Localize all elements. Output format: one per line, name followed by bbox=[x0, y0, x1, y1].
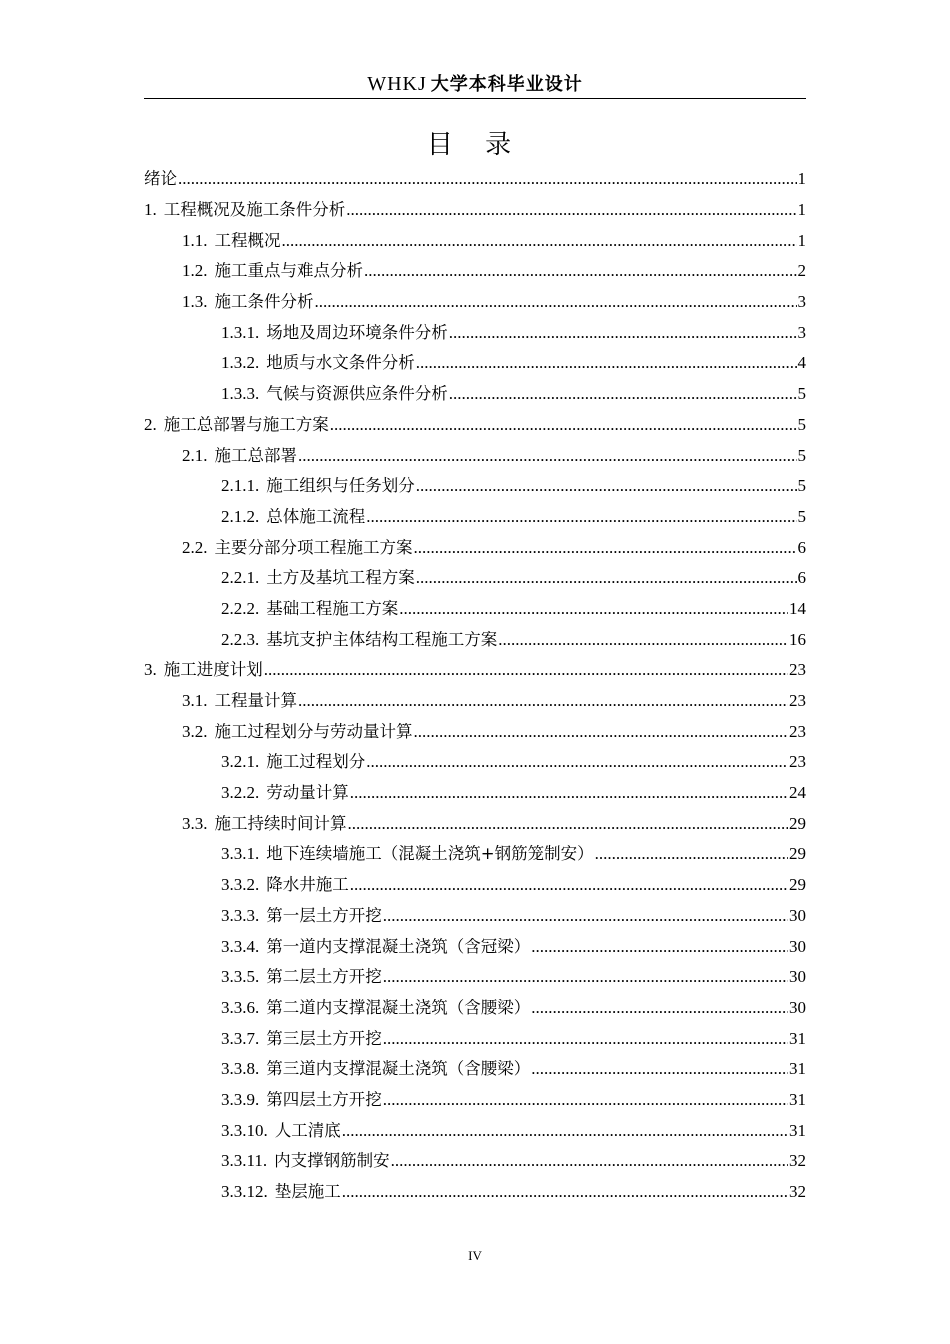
toc-dot-leader bbox=[531, 997, 788, 1019]
toc-dot-leader bbox=[449, 383, 797, 405]
toc-entry-number: 1.3.3. bbox=[221, 384, 260, 404]
toc-entry-page: 30 bbox=[789, 905, 806, 925]
toc-entry[interactable] bbox=[144, 839, 806, 870]
toc-entry-title: 地下连续墙施工（混凝土浇筑+钢筋笼制安） bbox=[266, 844, 594, 864]
toc-entry-number: 1.2. bbox=[182, 261, 208, 281]
toc-entry-number: 2.2.2. bbox=[221, 598, 260, 618]
toc-entry-number: 3.3.11. bbox=[221, 1151, 268, 1171]
toc-dot-leader bbox=[531, 1058, 788, 1080]
toc-entry-number: 3. bbox=[144, 660, 157, 680]
toc-entry-number: 1.3.2. bbox=[221, 353, 260, 373]
toc-entry-page: 1 bbox=[797, 200, 806, 220]
toc-entry-title: 施工重点与难点分析 bbox=[214, 261, 363, 281]
toc-entry-page: 23 bbox=[789, 660, 806, 680]
toc-entry[interactable] bbox=[144, 901, 806, 932]
toc-entry-page: 31 bbox=[789, 1120, 806, 1140]
toc-dot-leader bbox=[391, 1150, 788, 1172]
toc-entry-number: 2.1.1. bbox=[221, 476, 260, 496]
toc-entry-number: 3.3.6. bbox=[221, 997, 260, 1017]
toc-entry[interactable] bbox=[144, 440, 806, 471]
toc-entry-title: 垫层施工 bbox=[274, 1182, 341, 1202]
toc-entry[interactable] bbox=[144, 716, 806, 747]
toc-entry-title: 施工过程划分 bbox=[266, 752, 366, 772]
toc-entry[interactable] bbox=[144, 931, 806, 962]
toc-entry-title: 场地及周边环境条件分析 bbox=[266, 322, 448, 342]
toc-entry-title: 第一道内支撑混凝土浇筑（含冠梁） bbox=[266, 936, 531, 956]
toc-entry-number: 2.1. bbox=[182, 445, 208, 465]
toc-entry-title: 第二道内支撑混凝土浇筑（含腰梁） bbox=[266, 997, 531, 1017]
toc-dot-leader bbox=[449, 322, 797, 344]
toc-entry-page: 29 bbox=[789, 844, 806, 864]
toc-entry[interactable] bbox=[144, 379, 806, 410]
toc-dot-leader bbox=[414, 721, 789, 743]
toc-entry-title: 第三层土方开挖 bbox=[266, 1028, 382, 1048]
header-text: 大学本科毕业设计 bbox=[430, 74, 583, 95]
toc-entry-page: 4 bbox=[797, 353, 806, 373]
toc-entry-page: 32 bbox=[789, 1151, 806, 1171]
toc-entry-page: 23 bbox=[789, 752, 806, 772]
toc-entry[interactable] bbox=[144, 287, 806, 318]
toc-entry-number: 2.1.2. bbox=[221, 506, 260, 526]
toc-entry-page: 30 bbox=[789, 967, 806, 987]
toc-entry-title: 第三道内支撑混凝土浇筑（含腰梁） bbox=[266, 1059, 531, 1079]
toc-entry[interactable] bbox=[144, 1115, 806, 1146]
toc-entry-number: 2.2.3. bbox=[221, 629, 260, 649]
toc-dot-leader bbox=[298, 690, 788, 712]
toc-entry-page: 3 bbox=[797, 292, 806, 312]
toc-entry-page: 1 bbox=[797, 230, 806, 250]
toc-entry-number: 3.3.7. bbox=[221, 1028, 260, 1048]
toc-entry-number: 3.1. bbox=[182, 691, 208, 711]
toc-entry[interactable] bbox=[144, 195, 806, 226]
toc-entry-title: 施工持续时间计算 bbox=[214, 813, 347, 833]
toc-entry-title: 劳动量计算 bbox=[266, 783, 349, 803]
toc-entry-title: 主要分部分项工程施工方案 bbox=[214, 537, 413, 557]
toc-entry-title: 施工总部署 bbox=[214, 445, 297, 465]
toc-dot-leader bbox=[399, 598, 788, 620]
toc-dot-leader bbox=[366, 506, 796, 528]
toc-entry-title: 施工总部署与施工方案 bbox=[163, 414, 329, 434]
toc-entry-number: 3.3.4. bbox=[221, 936, 260, 956]
toc-entry[interactable] bbox=[144, 256, 806, 287]
toc-entry-number: 2.2.1. bbox=[221, 568, 260, 588]
toc-entry-page: 5 bbox=[797, 445, 806, 465]
toc-dot-leader bbox=[298, 445, 797, 467]
toc-entry-number: 3.3.1. bbox=[221, 844, 260, 864]
toc-entry-title: 施工条件分析 bbox=[214, 292, 314, 312]
toc-entry-title: 降水井施工 bbox=[266, 875, 349, 895]
toc-entry[interactable] bbox=[144, 410, 806, 441]
toc-dot-leader bbox=[531, 936, 788, 958]
toc-dot-leader bbox=[264, 659, 788, 681]
toc-entry-number: 3.3. bbox=[182, 813, 208, 833]
toc-dot-leader bbox=[342, 1181, 788, 1203]
toc-dot-leader bbox=[383, 905, 788, 927]
toc-dot-leader bbox=[383, 1028, 788, 1050]
toc-entry[interactable] bbox=[144, 1177, 806, 1208]
toc-entry-number: 1. bbox=[144, 200, 157, 220]
toc-entry[interactable] bbox=[144, 808, 806, 839]
toc-entry-number: 1.3.1. bbox=[221, 322, 260, 342]
toc-entry-number: 3.3.9. bbox=[221, 1089, 260, 1109]
toc-dot-leader bbox=[498, 629, 788, 651]
toc-entry-title: 地质与水文条件分析 bbox=[266, 353, 415, 373]
toc-entry-number: 1.3. bbox=[182, 292, 208, 312]
toc-entry-number: 3.3.8. bbox=[221, 1059, 260, 1079]
toc-entry-page: 5 bbox=[797, 506, 806, 526]
toc-entry[interactable] bbox=[144, 870, 806, 901]
toc-entry[interactable] bbox=[144, 225, 806, 256]
toc-entry-page: 5 bbox=[797, 476, 806, 496]
toc-entry-page: 1 bbox=[797, 169, 806, 189]
toc-entry[interactable] bbox=[144, 747, 806, 778]
toc-entry-title: 基坑支护主体结构工程施工方案 bbox=[266, 629, 498, 649]
toc-entry-title: 土方及基坑工程方案 bbox=[266, 568, 415, 588]
toc-entry-page: 23 bbox=[789, 721, 806, 741]
toc-entry[interactable] bbox=[144, 563, 806, 594]
toc-entry-number: 3.2.2. bbox=[221, 783, 260, 803]
toc-entry-title: 施工进度计划 bbox=[163, 660, 263, 680]
toc-entry[interactable] bbox=[144, 348, 806, 379]
toc-entry-title: 第四层土方开挖 bbox=[266, 1089, 382, 1109]
toc-entry-page: 31 bbox=[789, 1089, 806, 1109]
toc-entry-number: 3.2.1. bbox=[221, 752, 260, 772]
toc-dot-leader bbox=[366, 751, 788, 773]
toc-dot-leader bbox=[178, 168, 797, 190]
toc-entry[interactable] bbox=[144, 993, 806, 1024]
toc-dot-leader bbox=[595, 843, 788, 865]
toc-entry-page: 23 bbox=[789, 691, 806, 711]
toc-entry[interactable] bbox=[144, 471, 806, 502]
toc-entry-title: 总体施工流程 bbox=[266, 506, 366, 526]
toc-entry-page: 24 bbox=[789, 783, 806, 803]
toc-dot-leader bbox=[383, 966, 788, 988]
toc-dot-leader bbox=[416, 567, 797, 589]
toc-entry[interactable] bbox=[144, 317, 806, 348]
toc-entry-number: 3.3.5. bbox=[221, 967, 260, 987]
toc-entry-number: 2. bbox=[144, 414, 157, 434]
toc-dot-leader bbox=[350, 782, 788, 804]
toc-dot-leader bbox=[383, 1089, 788, 1111]
toc-entry-title: 基础工程施工方案 bbox=[266, 598, 399, 618]
toc-entry-page: 31 bbox=[789, 1059, 806, 1079]
toc-entry-page: 31 bbox=[789, 1028, 806, 1048]
toc-entry-title: 人工清底 bbox=[274, 1120, 341, 1140]
toc-entry-page: 30 bbox=[789, 997, 806, 1017]
toc-entry[interactable] bbox=[144, 778, 806, 809]
toc-entry[interactable] bbox=[144, 1023, 806, 1054]
toc-entry[interactable] bbox=[144, 502, 806, 533]
toc-entry-page: 30 bbox=[789, 936, 806, 956]
toc-entry-page: 29 bbox=[789, 875, 806, 895]
toc-entry-title: 第二层土方开挖 bbox=[266, 967, 382, 987]
toc-dot-leader bbox=[348, 813, 789, 835]
toc-entry-title: 施工组织与任务划分 bbox=[266, 476, 415, 496]
toc-dot-leader bbox=[330, 414, 797, 436]
toc-entry[interactable] bbox=[144, 532, 806, 563]
toc-entry-title: 内支撑钢筋制安 bbox=[274, 1151, 390, 1171]
toc-entry-title: 工程量计算 bbox=[214, 691, 297, 711]
toc-entry-title: 工程概况 bbox=[214, 230, 281, 250]
toc-dot-leader bbox=[416, 475, 797, 497]
toc-entry-title: 工程概况及施工条件分析 bbox=[163, 200, 346, 220]
toc-dot-leader bbox=[346, 199, 796, 221]
toc-entry-number: 3.3.10. bbox=[221, 1120, 268, 1140]
toc-dot-leader bbox=[315, 291, 797, 313]
toc-entry[interactable] bbox=[144, 686, 806, 717]
toc-entry-title: 气候与资源供应条件分析 bbox=[266, 384, 448, 404]
toc-dot-leader bbox=[342, 1120, 788, 1142]
toc-dot-leader bbox=[364, 260, 797, 282]
toc-entry-page: 32 bbox=[789, 1182, 806, 1202]
toc-entry-page: 6 bbox=[797, 537, 806, 557]
toc-entry[interactable] bbox=[144, 594, 806, 625]
toc-title: 目 录 bbox=[426, 130, 524, 160]
toc-entry[interactable] bbox=[144, 164, 806, 195]
toc-entry-number: 3.3.3. bbox=[221, 905, 260, 925]
table-of-contents bbox=[144, 164, 806, 1207]
toc-entry[interactable] bbox=[144, 962, 806, 993]
page-header bbox=[144, 72, 806, 99]
toc-dot-leader bbox=[282, 230, 797, 252]
page-number: IV bbox=[468, 1248, 482, 1263]
toc-entry-number: 3.3.12. bbox=[221, 1182, 268, 1202]
toc-entry[interactable] bbox=[144, 1146, 806, 1177]
toc-entry-page: 5 bbox=[797, 414, 806, 434]
toc-entry-title: 施工过程划分与劳动量计算 bbox=[214, 721, 413, 741]
toc-entry-page: 6 bbox=[797, 568, 806, 588]
toc-entry-page: 3 bbox=[797, 322, 806, 342]
header-prefix: WHKJ bbox=[367, 73, 427, 95]
toc-entry-page: 16 bbox=[789, 629, 806, 649]
toc-entry-title: 绪论 bbox=[144, 169, 177, 189]
toc-entry-number: 3.3.2. bbox=[221, 875, 260, 895]
toc-dot-leader bbox=[416, 352, 797, 374]
toc-entry[interactable] bbox=[144, 1054, 806, 1085]
toc-dot-leader bbox=[350, 874, 788, 896]
toc-entry-number: 3.2. bbox=[182, 721, 208, 741]
toc-entry-page: 2 bbox=[797, 261, 806, 281]
toc-entry-page: 14 bbox=[789, 598, 806, 618]
toc-entry-page: 29 bbox=[789, 813, 806, 833]
toc-dot-leader bbox=[414, 537, 797, 559]
toc-entry[interactable] bbox=[144, 624, 806, 655]
toc-entry[interactable] bbox=[144, 1085, 806, 1116]
toc-entry-page: 5 bbox=[797, 384, 806, 404]
toc-entry-number: 2.2. bbox=[182, 537, 208, 557]
toc-entry[interactable] bbox=[144, 655, 806, 686]
toc-entry-number: 1.1. bbox=[182, 230, 208, 250]
toc-entry-title: 第一层土方开挖 bbox=[266, 905, 382, 925]
